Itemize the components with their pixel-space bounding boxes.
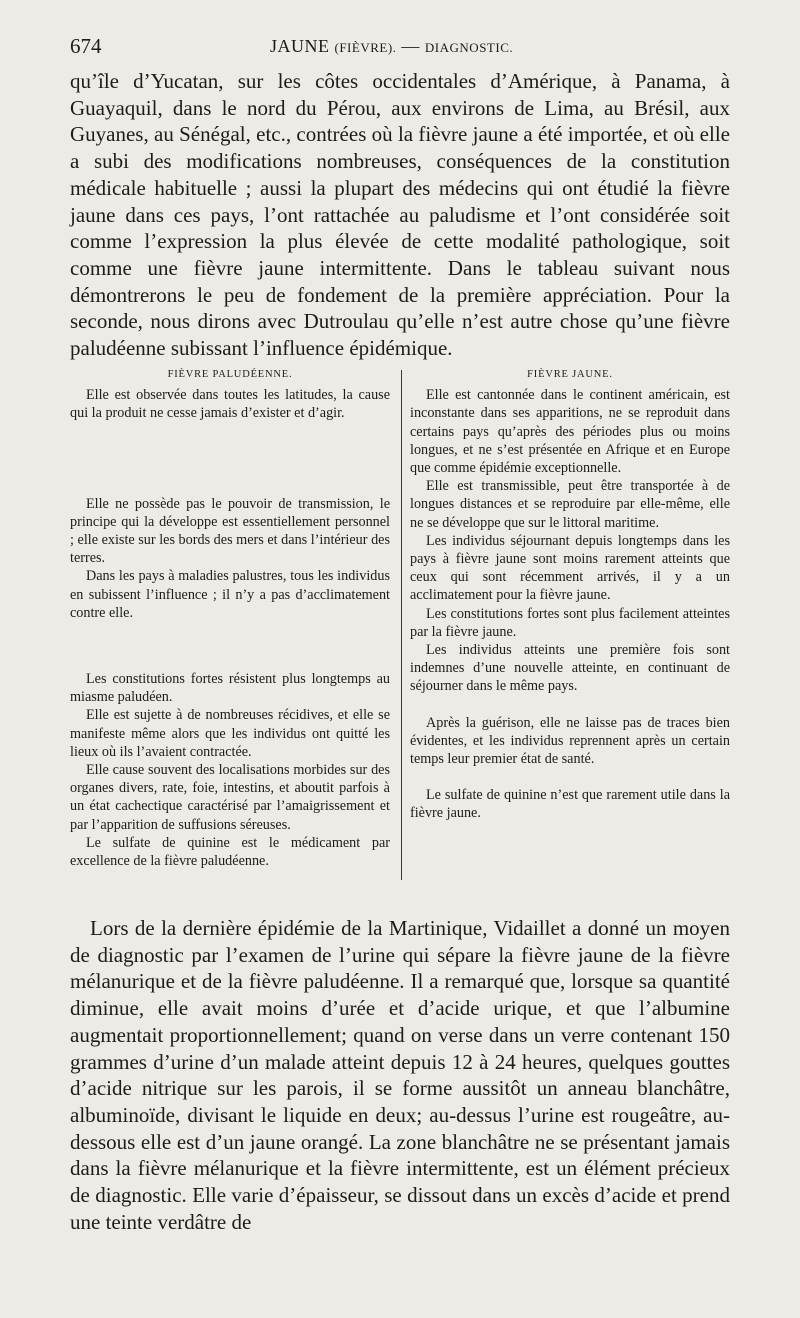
right-entry: Les individus séjournant depuis longtemps dans les pays à fièvre jaune sont moins rarement atteints que ceux qui sont récemment arrivés, il y a un acclimatement pour la fièvre jaune. <box>410 532 730 604</box>
opening-paragraph: qu’île d’Yucatan, sur les côtes occidentales d’Amérique, à Panama, à Guayaquil, dans le nord du Pérou, aux environs de Lima, au Brésil, aux Guyanes, au Sénégal, etc., contrées où la fièvre jaune a été importée, et où elle a subi des modifications nombreuses, conséquences de la constitution médicale habituelle ; aussi la plupart des médecins qui ont étudié la fièvre jaune dans ces pays, l’ont rattachée au paludisme et l’ont considérée soit comme l’expression la plus élevée de cette modalité pathologique, soit comme une fièvre jaune intermittente. Dans le tableau suivant nous démontrerons le peu de fondement de la première appréciation. Pour la seconde, nous dirons avec Dutroulau qu’elle n’est autre chose qu’une fièvre paludéenne subissant l’influence épidémique. <box>70 69 730 361</box>
left-entry: Elle cause souvent des localisations morbides sur des organes divers, rate, foie, intestins, et aboutit parfois à un état cachectique caractérisé par l’amaigrissement et par l’apparition de suffusions séreuses. <box>70 762 390 833</box>
right-entry: Elle est cantonnée dans le continent américain, est inconstante dans ses apparitions, ne se reproduit dans certains pays qu’après des périodes plus ou moins longues, et ne s’est présentée en Afrique et en Europe que comme épidémie exceptionnelle. <box>410 387 730 477</box>
closing-paragraph: Lors de la dernière épidémie de la Martinique, Vidaillet a donné un moyen de diagnostic par l’examen de l’urine qui sépare la fièvre jaune de la fièvre mélanurique et de la fièvre paludéenne. Il a remarqué que, lorsque sa quantité diminue, elle avait moins d’urée et d’acide urique, et que l’albumine augmentait proportionnellement; quand on verse dans un verre contenant 150 grammes d’urine d’un malade atteint depuis 12 à 24 heures, quelques gouttes d’acide nitrique sur les parois, il se forme aussitôt un anneau blanchâtre, albuminoïde, divisant le liquide en deux; au-dessus l’urine est rougeâtre, au-dessous elle est d’un jaune orangé. La zone blanchâtre ne se présentant jamais dans la fièvre mélanurique et la fièvre intermittente, est un élément précieux de diagnostic. Elle varie d’épaisseur, se dissout dans un excès d’acide et prend une teinte verdâtre de <box>70 916 730 1234</box>
left-entry: Le sulfate de quinine est le médicament par excellence de la fièvre paludéenne. <box>70 834 390 870</box>
left-entry: Les constitutions fortes résistent plus longtemps au miasme paludéen. <box>70 671 390 706</box>
running-title <box>270 36 513 57</box>
right-entry: Les constitutions fortes sont plus facilement atteintes par la fièvre jaune. <box>410 605 730 640</box>
column-jaune <box>410 366 730 823</box>
running-header <box>70 34 730 60</box>
page-number: 674 <box>70 34 102 58</box>
title-section: DIAGNOSTIC. <box>424 40 514 55</box>
right-entry: Elle est transmissible, peut être transportée à de longues distances et se reproduire par elle-même, elle ne se développe que sur le littoral maritime. <box>410 478 730 531</box>
right-entry: Les individus atteints une première fois sont indemnes d’une nouvelle atteinte, en continuant de séjourner dans le même pays. <box>410 642 730 695</box>
column-title-jaune: FIÈVRE JAUNE. <box>527 369 613 380</box>
left-entry: Elle est observée dans toutes les latitudes, la cause qui la produit ne cesse jamais d’exister et d’agir. <box>70 387 390 422</box>
left-entry: Elle est sujette à de nombreuses récidives, et elle se manifeste même alors que les individus ont quitté les lieux où ils l’avaient contractée. <box>70 707 390 760</box>
column-paludeenne <box>70 366 390 870</box>
column-divider <box>401 370 402 880</box>
title-dash: — <box>401 36 420 56</box>
title-main: JAUNE <box>270 36 330 56</box>
right-entry: Après la guérison, elle ne laisse pas de traces bien évidentes, et les individus reprennent après un certain temps leur premier état de santé. <box>410 714 730 768</box>
title-paren: (FIÈVRE). <box>334 40 397 55</box>
comparison-table <box>70 366 730 896</box>
left-entry: Elle ne possède pas le pouvoir de transmission, le principe qui la développe est essentiellement personnel ; elle existe sur les bords des mers et dans l’intérieur des terres. <box>70 495 390 567</box>
column-title-paludeenne: FIÈVRE PALUDÉENNE. <box>167 369 293 380</box>
left-entry: Dans les pays à maladies palustres, tous les individus en subissent l’influence ; il n’y a pas d’acclimatement contre elle. <box>70 568 390 621</box>
right-entry: Le sulfate de quinine n’est que rarement utile dans la fièvre jaune. <box>410 787 730 822</box>
